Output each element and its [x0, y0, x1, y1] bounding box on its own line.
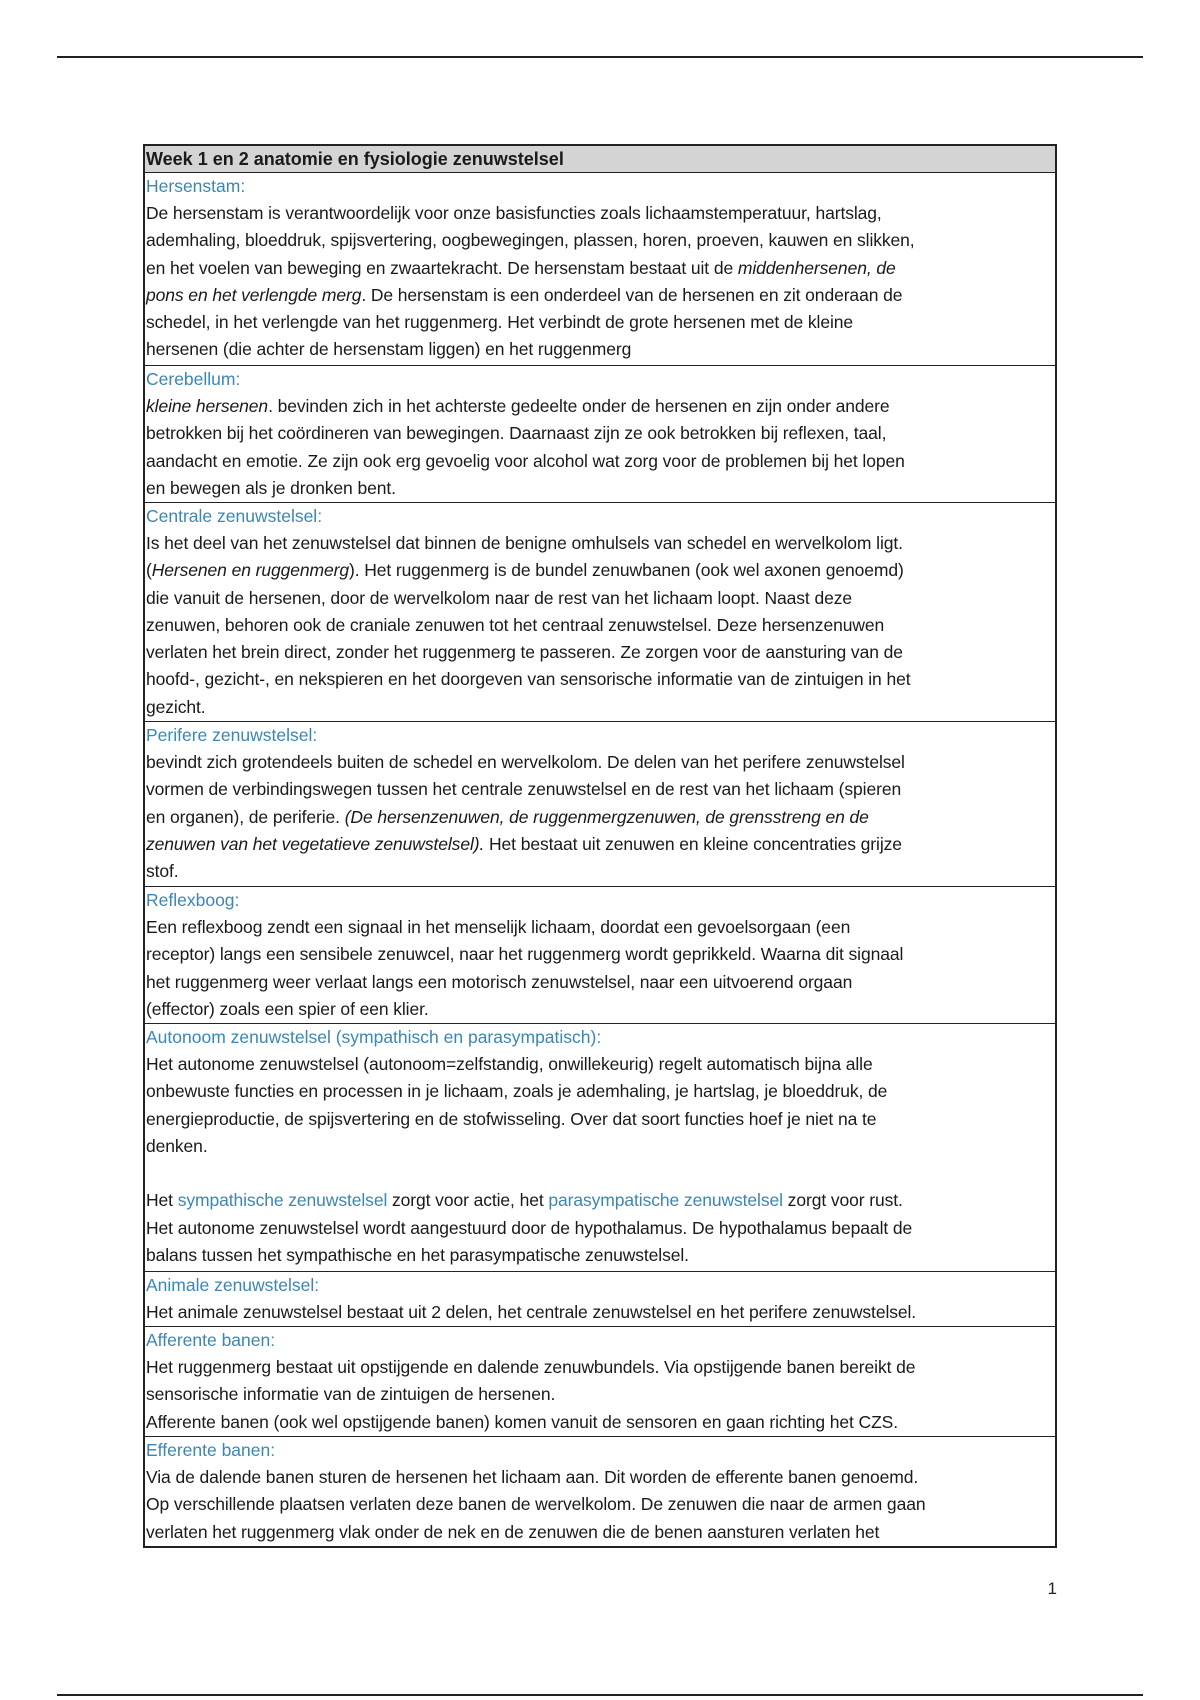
- italic-run: (De hersenzenuwen, de ruggenmergzenuwen, de grensstreng en de: [344, 806, 869, 827]
- text-line: het ruggenmerg weer verlaat langs een motorisch zenuwstelsel, naar een uitvoerend orgaan: [146, 971, 853, 992]
- text-line: [146, 282, 1053, 309]
- section-title: Centrale zenuwstelsel:: [146, 506, 323, 526]
- section-cerebellum: [145, 366, 1055, 503]
- text-line: energieproductie, de spijsvertering en de stofwisseling. Over dat soort functies hoef je niet na te: [146, 1108, 877, 1129]
- text-line: vormen de verbindingswegen tussen het centrale zenuwstelsel en de rest van het lichaam (spieren: [146, 779, 902, 800]
- section-afferente-banen: [145, 1327, 1055, 1437]
- section-title: Afferente banen:: [146, 1330, 276, 1350]
- text-line: [146, 255, 1053, 282]
- text-run: zorgt voor actie, het: [387, 1190, 549, 1211]
- section-efferente-banen: [145, 1437, 1055, 1546]
- text-line: verlaten het ruggenmerg vlak onder de nek en de zenuwen die de benen aansturen verlaten het: [146, 1521, 880, 1542]
- text-line: onbewuste functies en processen in je lichaam, zoals je ademhaling, je hartslag, je bloeddruk, de: [146, 1081, 888, 1102]
- text-line: Is het deel van het zenuwstelsel dat binnen de benigne omhulsels van schedel en wervelkolom ligt.: [146, 533, 903, 553]
- text-run: Het bestaat uit zenuwen en kleine concentraties grijze: [484, 833, 902, 854]
- text-line: [146, 1187, 1053, 1214]
- section-title: Perifere zenuwstelsel:: [146, 725, 318, 745]
- notes-table: [143, 144, 1057, 1548]
- section-animale-zenuwstelsel: [145, 1272, 1055, 1327]
- text-line: Het animale zenuwstelsel bestaat uit 2 delen, het centrale zenuwstelsel en het perifere zenuwstelsel.: [146, 1302, 917, 1322]
- text-line: zenuwen, behoren ook de craniale zenuwen tot het centraal zenuwstelsel. Deze hersenzenuwen: [146, 614, 885, 635]
- italic-run: pons en het verlengde merg: [146, 284, 362, 305]
- italic-run: middenhersenen, de: [737, 257, 896, 278]
- text-line: Op verschillende plaatsen verlaten deze banen de wervelkolom. De zenuwen die naar de armen gaan: [146, 1494, 926, 1515]
- section-title: Animale zenuwstelsel:: [146, 1275, 320, 1295]
- page-number: 1: [1047, 1579, 1057, 1598]
- section-title: Efferente banen:: [146, 1440, 276, 1460]
- table-header: Week 1 en 2 anatomie en fysiologie zenuwstelsel: [145, 146, 1055, 173]
- section-title: Reflexboog:: [146, 890, 240, 910]
- text-line: schedel, in het verlengde van het ruggenmerg. Het verbindt de grote hersenen met de kleine: [146, 312, 854, 333]
- text-line: sensorische informatie van de zintuigen de hersenen.: [146, 1384, 556, 1405]
- top-rule: [57, 56, 1143, 58]
- text-run: ). Het ruggenmerg is de bundel zenuwbanen (ook wel axonen genoemd): [348, 560, 904, 581]
- section-centrale-zenuwstelsel: [145, 503, 1055, 722]
- text-line: Het ruggenmerg bestaat uit opstijgende en dalende zenuwbundels. Via opstijgende banen bereikt de: [146, 1357, 916, 1377]
- text-line: [146, 804, 1053, 831]
- highlight-run: sympathische zenuwstelsel: [177, 1190, 388, 1211]
- section-title: Hersenstam:: [146, 176, 246, 196]
- text-line: Een reflexboog zendt een signaal in het menselijk lichaam, doordat een gevoelsorgaan (een: [146, 917, 851, 937]
- text-line: denken.: [146, 1135, 208, 1156]
- text-line: [146, 393, 1053, 420]
- section-hersenstam: [145, 173, 1055, 366]
- bottom-rule: [57, 1694, 1143, 1696]
- text-run: en organen), de periferie.: [146, 806, 345, 827]
- text-line: Het autonome zenuwstelsel wordt aangestuurd door de hypothalamus. De hypothalamus bepaalt de: [146, 1217, 913, 1238]
- italic-run: zenuwen van het vegetatieve zenuwstelsel).: [146, 833, 485, 854]
- text-run: (: [146, 560, 152, 581]
- text-line: Het autonome zenuwstelsel (autonoom=zelfstandig, onwillekeurig) regelt automatisch bijna alle: [146, 1054, 873, 1074]
- italic-run: Hersenen en ruggenmerg: [151, 560, 349, 581]
- text-line: en bewegen als je dronken bent.: [146, 477, 396, 498]
- text-line: bevindt zich grotendeels buiten de schedel en wervelkolom. De delen van het perifere zenuwstelsel: [146, 752, 905, 772]
- text-line: [146, 831, 1053, 858]
- text-line: ademhaling, bloeddruk, spijsvertering, oogbewegingen, plassen, horen, proeven, kauwen en slikken,: [146, 230, 915, 251]
- text-line: (effector) zoals een spier of een klier.: [146, 998, 429, 1019]
- text-run: . bevinden zich in het achterste gedeelte onder de hersenen en zijn onder andere: [268, 396, 890, 416]
- text-line: aandacht en emotie. Ze zijn ook erg gevoelig voor alcohol wat zorg voor de problemen bij het lopen: [146, 450, 905, 471]
- italic-run: kleine hersenen: [146, 396, 269, 416]
- section-title: Autonoom zenuwstelsel (sympathisch en parasympatisch):: [146, 1027, 602, 1047]
- text-line: gezicht.: [146, 696, 206, 717]
- text-line: hoofd-, gezicht-, en nekspieren en het doorgeven van sensorische informatie van de zintuigen in het: [146, 669, 911, 690]
- text-line: De hersenstam is verantwoordelijk voor onze basisfuncties zoals lichaamstemperatuur, hartslag,: [146, 203, 882, 223]
- text-line: Via de dalende banen sturen de hersenen het lichaam aan. Dit worden de efferente banen genoemd.: [146, 1467, 919, 1487]
- text-run: en het voelen van beweging en zwaartekracht. De hersenstam bestaat uit de: [146, 257, 738, 278]
- text-line: Afferente banen (ook wel opstijgende banen) komen vanuit de sensoren en gaan richting het CZS.: [146, 1411, 899, 1432]
- text-line: die vanuit de hersenen, door de wervelkolom naar de rest van het lichaam loopt. Naast deze: [146, 587, 853, 608]
- text-run: . De hersenstam is een onderdeel van de hersenen en zit onderaan de: [361, 284, 903, 305]
- highlight-run: parasympatische zenuwstelsel: [548, 1190, 783, 1211]
- text-line: receptor) langs een sensibele zenuwcel, naar het ruggenmerg wordt geprikkeld. Waarna dit signaal: [146, 944, 904, 965]
- text-line: stof.: [146, 861, 179, 882]
- section-reflexboog: [145, 887, 1055, 1024]
- text-line: hersenen (die achter de hersenstam liggen) en het ruggenmerg: [146, 339, 632, 360]
- text-line: [146, 557, 1053, 584]
- blank-line: [146, 1160, 1053, 1187]
- section-autonoom-zenuwstelsel: [145, 1024, 1055, 1272]
- text-line: verlaten het brein direct, zonder het ruggenmerg te passeren. Ze zorgen voor de aansturing van de: [146, 642, 903, 663]
- text-line: betrokken bij het coördineren van bewegingen. Daarnaast zijn ze ook betrokken bij reflexen, taal,: [146, 423, 887, 444]
- text-line: balans tussen het sympathische en het parasympatische zenuwstelsel.: [146, 1245, 689, 1266]
- section-title: Cerebellum:: [146, 369, 241, 389]
- text-run: Het: [146, 1190, 178, 1211]
- text-run: zorgt voor rust.: [782, 1190, 903, 1211]
- section-perifere-zenuwstelsel: [145, 722, 1055, 887]
